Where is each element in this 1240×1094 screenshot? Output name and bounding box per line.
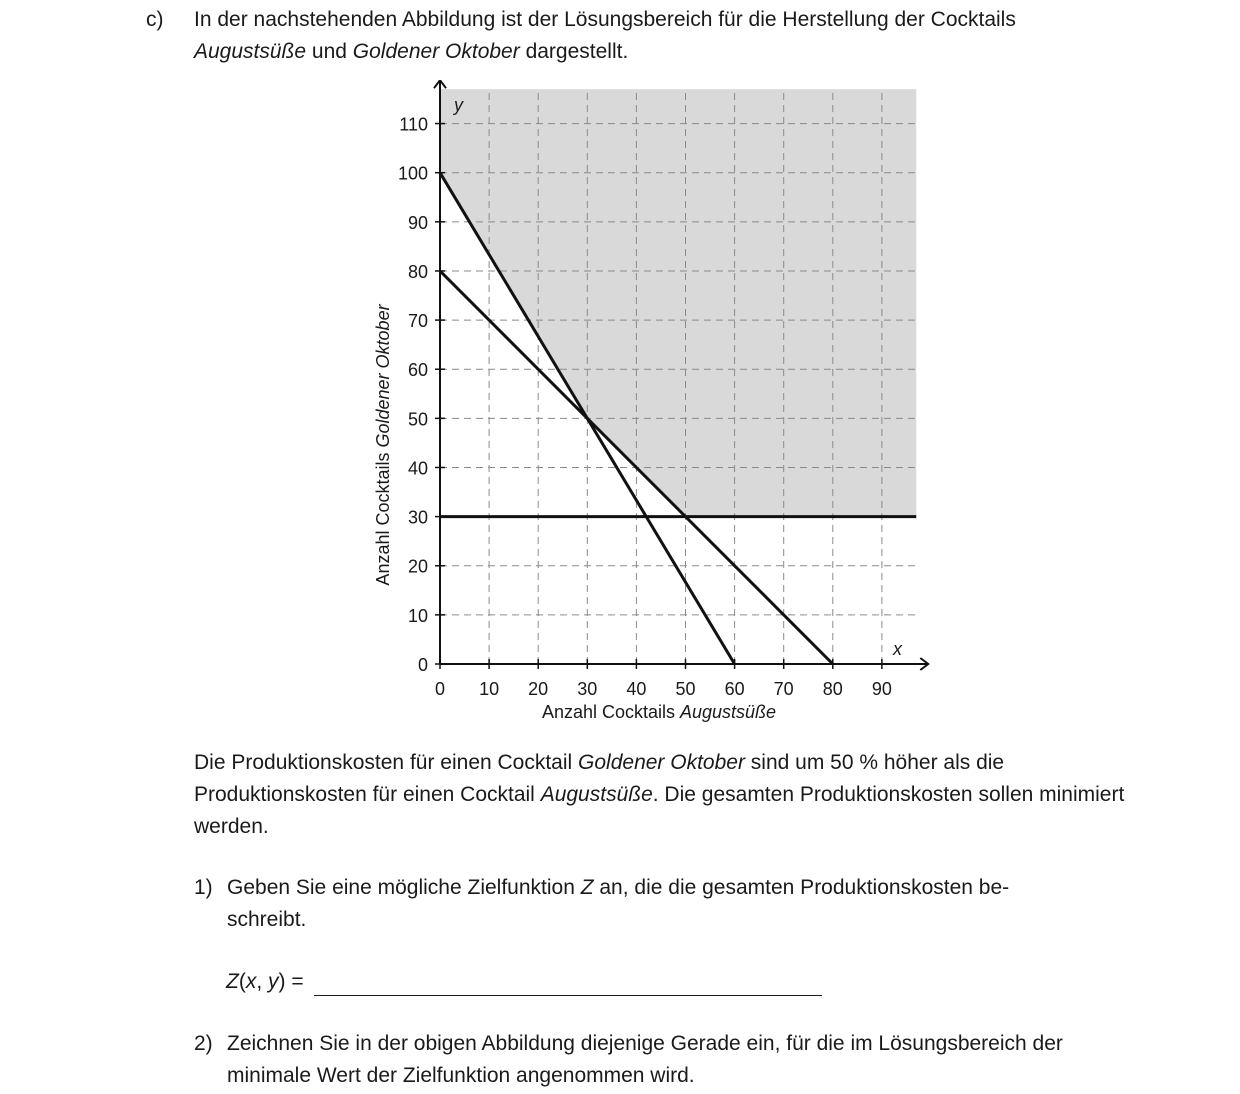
intro-end: dargestellt. — [519, 40, 629, 63]
cocktail-name-goldener-oktober: Goldener Oktober — [352, 40, 520, 63]
y-tick-label: 70 — [407, 311, 428, 332]
x-tick-label: 70 — [773, 679, 794, 699]
x-tick-label: 90 — [871, 679, 892, 699]
x-tick-label: 60 — [724, 679, 745, 699]
y-tick-label: 90 — [407, 212, 428, 233]
para-part-3: . Die gesamten Produktionskosten sollen minimiert werden. — [194, 783, 1125, 838]
x-tick-label: 40 — [626, 679, 647, 699]
y-tick-label: 60 — [407, 360, 428, 381]
solution-region-chart — [360, 80, 940, 740]
z-paren-open: ( — [238, 970, 246, 993]
y-tick-label: 10 — [407, 605, 428, 626]
objective-function-label — [226, 966, 304, 998]
x-tick-label: 30 — [577, 679, 598, 699]
y-tick-label: 0 — [417, 655, 428, 675]
y-axis-letter: y — [454, 95, 463, 115]
question-2-text: Zeichnen Sie in der obigen Abbildung diejenige Gerade ein, für die im Lösungsbereich der minimale Wert der Zielfunktion angenommen wird. — [227, 1032, 1063, 1087]
para-cocktail-1: Goldener Oktober — [578, 751, 745, 774]
task-label: c) — [146, 8, 164, 31]
x-tick-label: 50 — [675, 679, 696, 699]
y-tick-label: 20 — [407, 556, 428, 577]
z-var-y: y — [268, 970, 279, 993]
x-axis-letter: x — [893, 639, 902, 659]
z-symbol: Z — [226, 970, 239, 993]
x-tick-label: 80 — [822, 679, 843, 699]
feasible-region-layer — [440, 89, 916, 516]
q1-z-symbol: Z — [580, 876, 594, 899]
y-tick-label: 30 — [407, 507, 428, 528]
para-part-2: sind um 50 % höher als die Produktionskosten für einen Cocktail — [194, 751, 1005, 806]
q1-part-b: an, die die gesamten Produktionskosten be- — [593, 876, 1010, 899]
x-axis-title: Anzahl Cocktails Augustsüße — [541, 702, 777, 722]
intro-text — [194, 4, 1134, 68]
x-tick-label: 20 — [528, 679, 549, 699]
y-tick-label: 100 — [397, 163, 428, 184]
y-tick-label: 40 — [407, 458, 428, 479]
para-cocktail-2: Augustsüße — [540, 783, 653, 806]
y-tick-label: 110 — [399, 114, 428, 135]
feasible-region — [440, 89, 916, 516]
q1-part-c: schreibt. — [227, 908, 307, 931]
z-equals: ) = — [278, 970, 304, 993]
question-1-number: 1) — [194, 876, 213, 899]
y-tick-label: 50 — [407, 409, 428, 430]
y-tick-label: 80 — [407, 261, 428, 282]
x-tick-label: 0 — [434, 679, 446, 699]
question-2-number: 2) — [194, 1032, 213, 1055]
cost-paragraph — [194, 747, 1134, 843]
z-comma: , — [256, 970, 268, 993]
intro-line1: In der nachstehenden Abbildung ist der Lösungsbereich für die Herstellung der Cocktails — [194, 8, 1016, 31]
intro-connector: und — [306, 40, 353, 63]
x-tick-label: 10 — [479, 679, 500, 699]
para-part-1: Die Produktionskosten für einen Cocktail — [194, 751, 579, 774]
z-var-x: x — [245, 970, 257, 993]
cocktail-name-augustsuesse: Augustsüße — [194, 40, 307, 63]
question-1-text — [227, 872, 1107, 936]
q1-part-a: Geben Sie eine mögliche Zielfunktion — [227, 876, 581, 899]
y-axis-title: Anzahl Cocktails Goldener Oktober — [373, 304, 393, 586]
answer-blank-line[interactable] — [314, 995, 822, 996]
